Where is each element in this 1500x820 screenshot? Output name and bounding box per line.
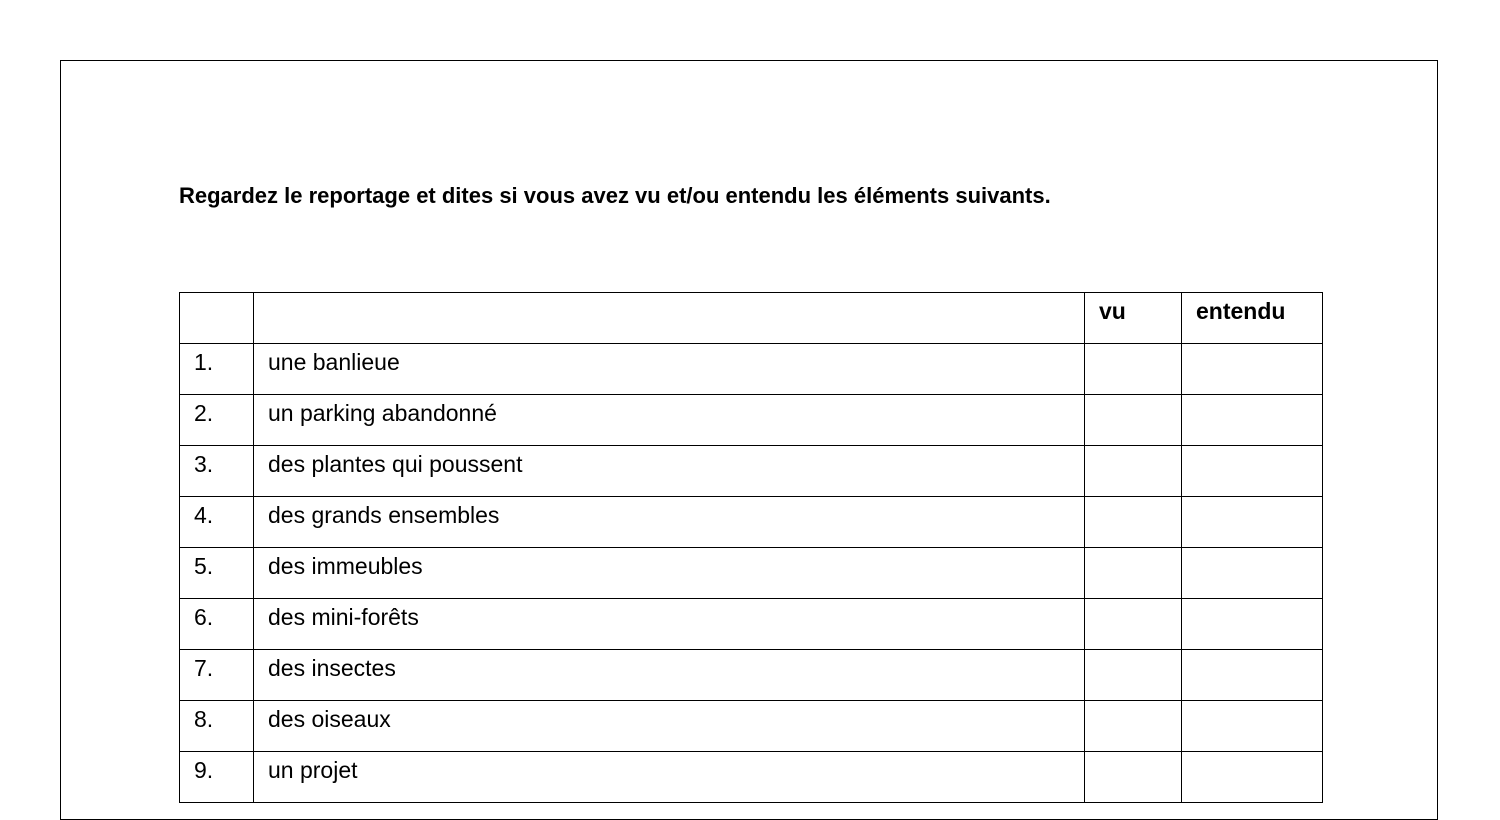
- row-item: un parking abandonné: [254, 395, 1085, 446]
- table-row: [180, 752, 1323, 803]
- entendu-cell[interactable]: [1182, 752, 1323, 803]
- table-row: [180, 599, 1323, 650]
- vu-cell[interactable]: [1085, 650, 1182, 701]
- vu-cell[interactable]: [1085, 344, 1182, 395]
- vu-cell[interactable]: [1085, 599, 1182, 650]
- vu-cell[interactable]: [1085, 395, 1182, 446]
- table-row: [180, 548, 1323, 599]
- vu-cell[interactable]: [1085, 548, 1182, 599]
- vu-cell[interactable]: [1085, 701, 1182, 752]
- row-number: 6.: [180, 599, 254, 650]
- table-row: [180, 650, 1323, 701]
- entendu-cell[interactable]: [1182, 446, 1323, 497]
- row-number: 5.: [180, 548, 254, 599]
- table-row: [180, 344, 1323, 395]
- instruction-text: Regardez le reportage et dites si vous avez vu et/ou entendu les éléments suivants.: [179, 183, 1051, 208]
- row-item: des immeubles: [254, 548, 1085, 599]
- header-number: [180, 293, 254, 344]
- row-number: 7.: [180, 650, 254, 701]
- entendu-cell[interactable]: [1182, 548, 1323, 599]
- row-number: 1.: [180, 344, 254, 395]
- row-number: 9.: [180, 752, 254, 803]
- table-row: [180, 395, 1323, 446]
- entendu-cell[interactable]: [1182, 701, 1323, 752]
- entendu-cell[interactable]: [1182, 497, 1323, 548]
- row-item: des grands ensembles: [254, 497, 1085, 548]
- table-row: [180, 497, 1323, 548]
- row-number: 3.: [180, 446, 254, 497]
- table-row: [180, 446, 1323, 497]
- vu-cell[interactable]: [1085, 497, 1182, 548]
- row-number: 2.: [180, 395, 254, 446]
- row-item: une banlieue: [254, 344, 1085, 395]
- row-item: des insectes: [254, 650, 1085, 701]
- table-header-row: [180, 293, 1323, 344]
- table-row: [180, 701, 1323, 752]
- row-item: des plantes qui poussent: [254, 446, 1085, 497]
- row-item: des mini-forêts: [254, 599, 1085, 650]
- row-number: 8.: [180, 701, 254, 752]
- row-item: un projet: [254, 752, 1085, 803]
- vu-cell[interactable]: [1085, 752, 1182, 803]
- row-item: des oiseaux: [254, 701, 1085, 752]
- entendu-cell[interactable]: [1182, 344, 1323, 395]
- vu-cell[interactable]: [1085, 446, 1182, 497]
- entendu-cell[interactable]: [1182, 395, 1323, 446]
- row-number: 4.: [180, 497, 254, 548]
- entendu-cell[interactable]: [1182, 650, 1323, 701]
- header-item: [254, 293, 1085, 344]
- header-vu: vu: [1085, 293, 1182, 344]
- entendu-cell[interactable]: [1182, 599, 1323, 650]
- checklist-table: [179, 292, 1323, 803]
- header-entendu: entendu: [1182, 293, 1323, 344]
